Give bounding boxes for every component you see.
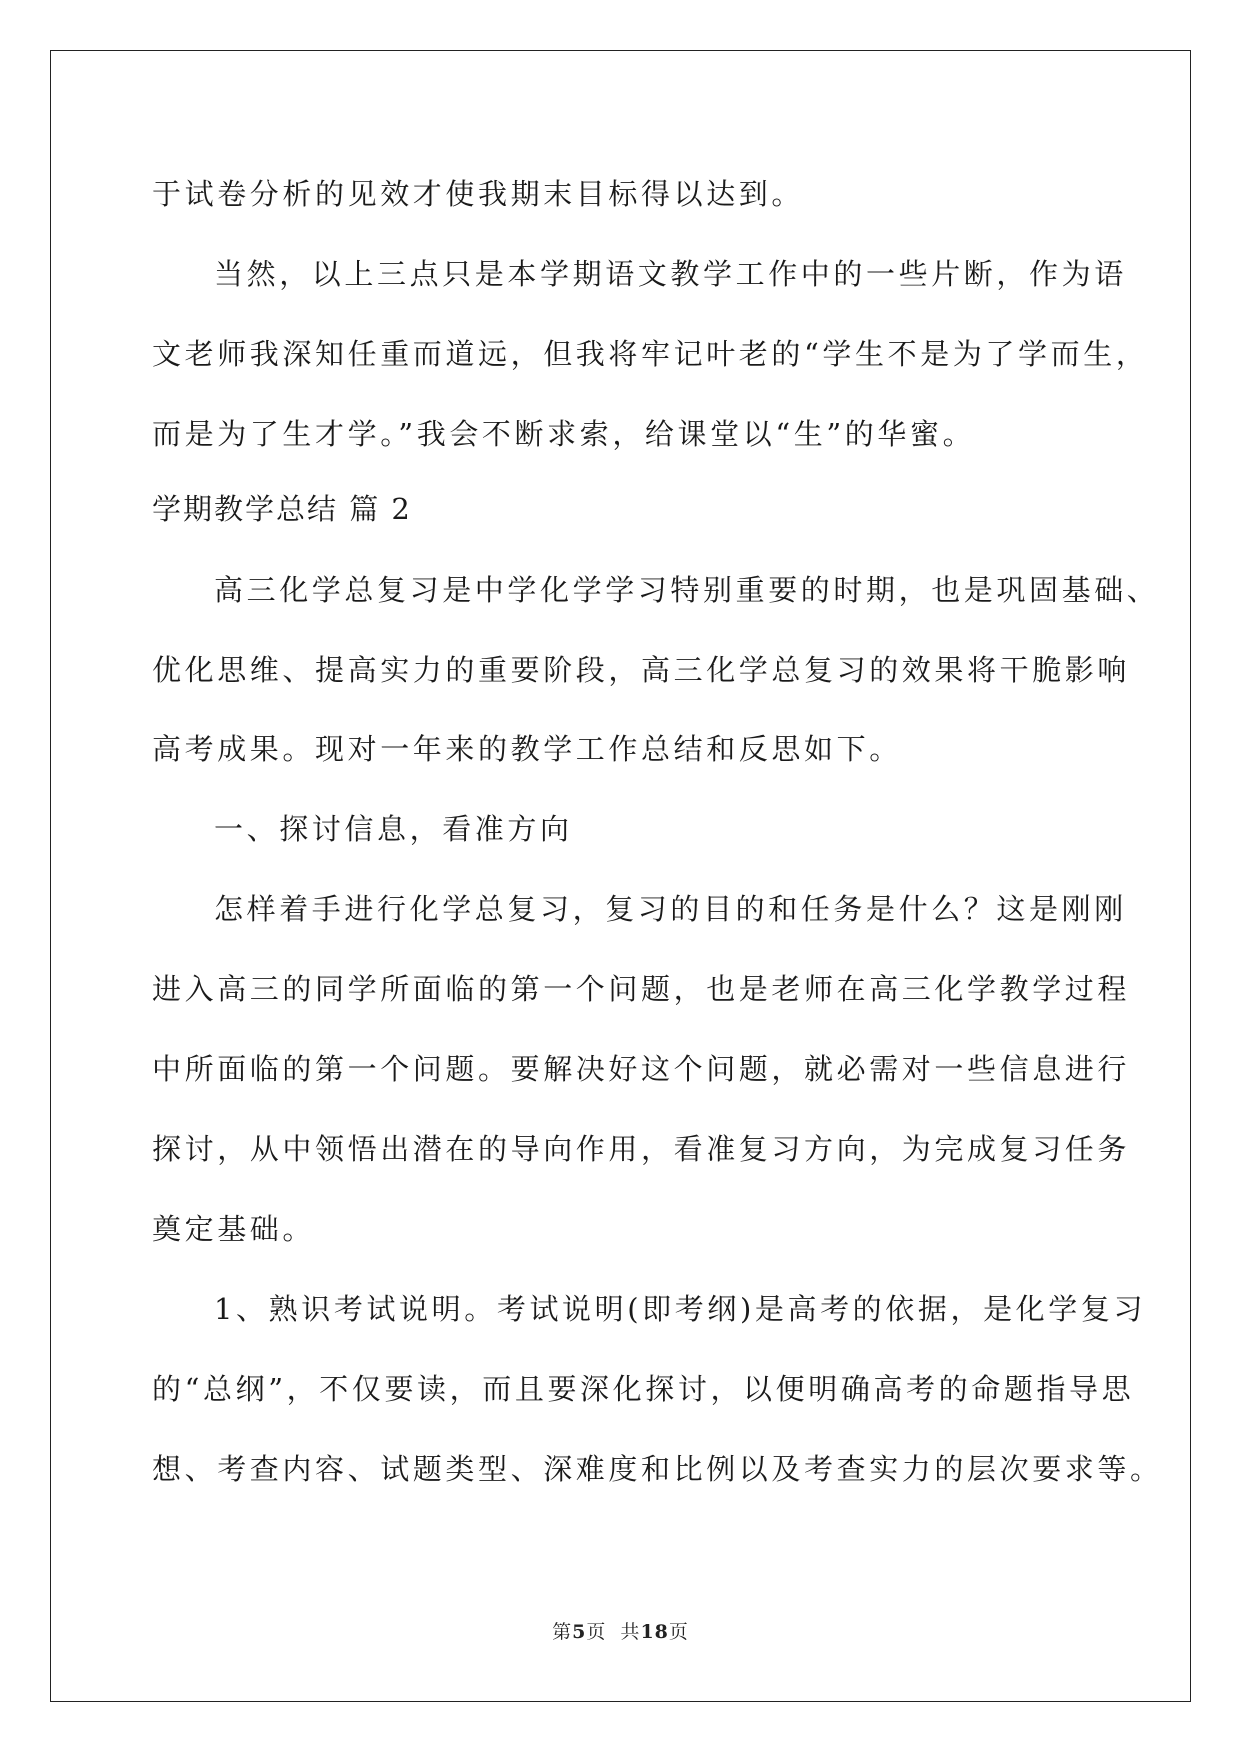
- text-line-10: 怎样着手进行化学总复习，复习的目的和任务是什么？这是刚刚: [214, 892, 1127, 926]
- text-line-2: 当然，以上三点只是本学期语文教学工作中的一些片断，作为语: [214, 257, 1127, 291]
- footer-mid: 页 共: [586, 1621, 641, 1643]
- text-line-11: 进入高三的同学所面临的第一个问题，也是老师在高三化学教学过程: [152, 972, 1131, 1006]
- text-line-7: 优化思维、提高实力的重要阶段，高三化学总复习的效果将干脆影响: [152, 653, 1131, 687]
- text-line-17: 想、考查内容、试题类型、深难度和比例以及考查实力的层次要求等。: [152, 1452, 1163, 1486]
- text-line-16: 的“总纲”，不仅要读，而且要深化探讨，以便明确高考的命题指导思: [152, 1372, 1135, 1406]
- text-line-12: 中所面临的第一个问题。要解决好这个问题，就必需对一些信息进行: [152, 1052, 1131, 1086]
- page-footer: [0, 1620, 1241, 1644]
- text-line-13: 探讨，从中领悟出潜在的导向作用，看准复习方向，为完成复习任务: [152, 1132, 1131, 1166]
- text-line-3: 文老师我深知任重而道远，但我将牢记叶老的“学生不是为了学而生，: [152, 337, 1149, 371]
- text-line-14: 奠定基础。: [152, 1212, 316, 1246]
- text-line-6: 高三化学总复习是中学化学学习特别重要的时期，也是巩固基础、: [214, 573, 1160, 607]
- current-page-number: 5: [572, 1621, 587, 1643]
- total-page-count: 18: [640, 1621, 669, 1643]
- text-line-8: 高考成果。现对一年来的教学工作总结和反思如下。: [152, 732, 902, 766]
- footer-prefix: 第: [552, 1621, 573, 1643]
- footer-suffix: 页: [668, 1621, 689, 1643]
- text-line-4: 而是为了生才学。”我会不断求索，给课堂以“生”的华蜜。: [152, 417, 976, 451]
- text-line-15: 1、熟识考试说明。考试说明(即考纲)是高考的依据，是化学复习: [214, 1292, 1147, 1326]
- subheading-1: 一、探讨信息，看准方向: [214, 812, 573, 846]
- text-line-1: 于试卷分析的见效才使我期末目标得以达到。: [152, 177, 805, 211]
- section-heading: 学期教学总结 篇 2: [152, 492, 412, 526]
